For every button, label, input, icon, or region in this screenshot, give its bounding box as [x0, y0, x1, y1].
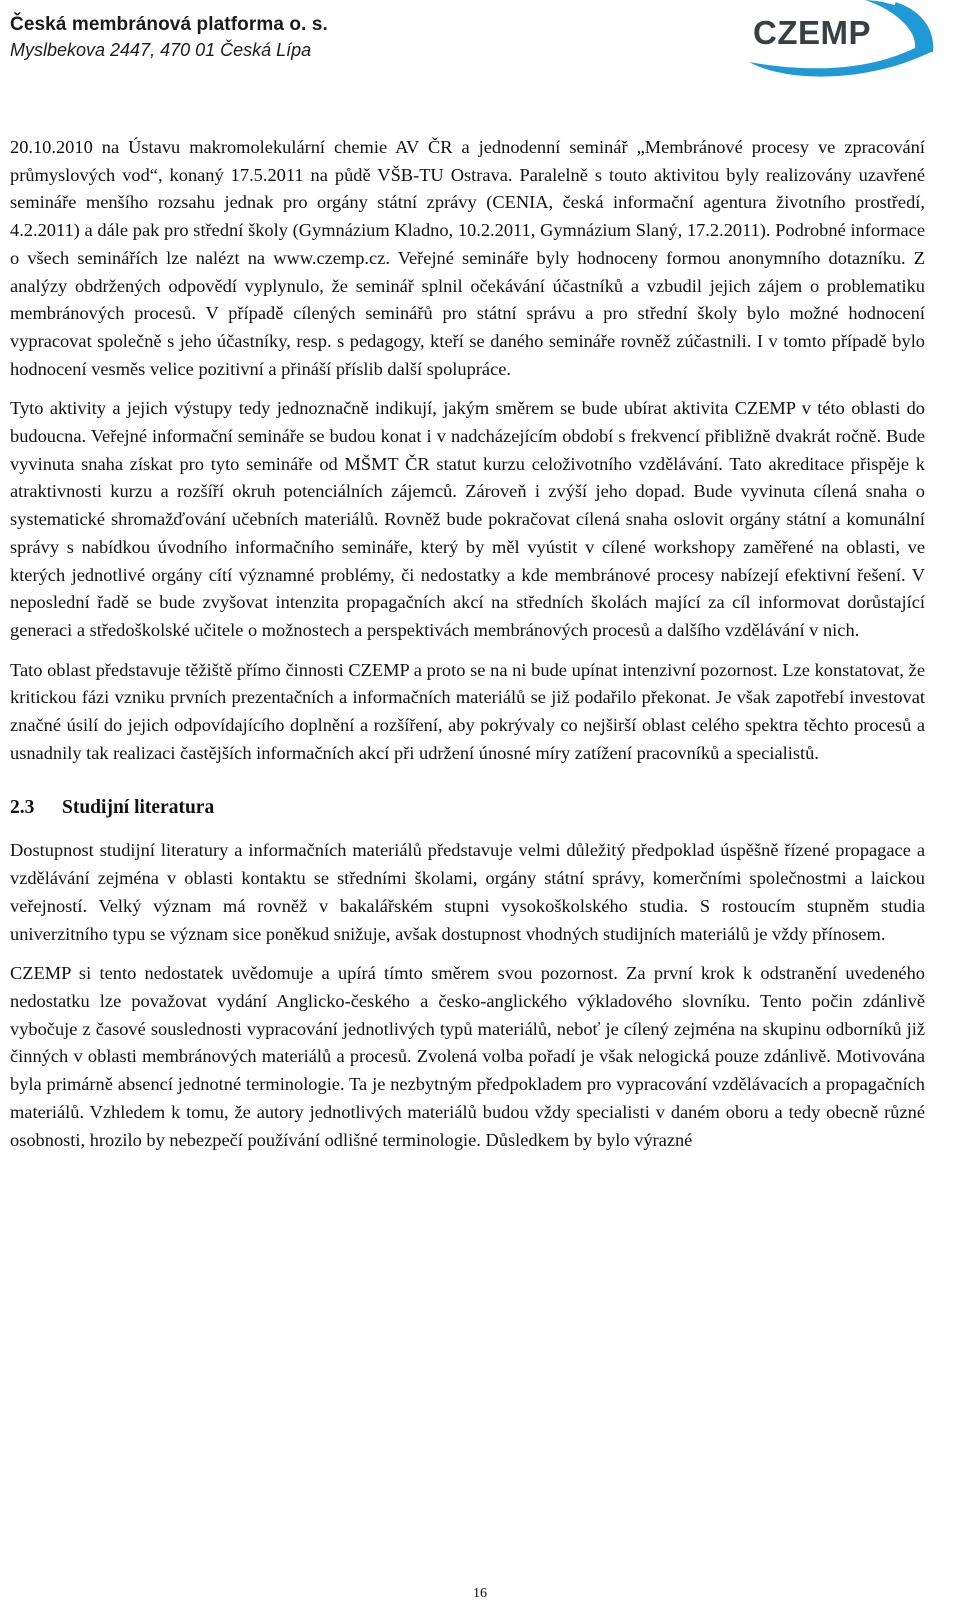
- paragraph: 20.10.2010 na Ústavu makromolekulární chemie AV ČR a jednodenní seminář „Membránové procesy ve zpracování průmyslových vod“, konaný 17.5.2011 na půdě VŠB-TU Ostrava. Paralelně s touto aktivitou byly realizovány uzavřené semináře menšího rozsahu jednak pro orgány státní zprávy (CENIA, česká informační agentura životního prostředí, 4.2.2011) a dále pak pro střední školy (Gymnázium Kladno, 10.2.2011, Gymnázium Slaný, 17.2.2011). Podrobné informace o všech seminářích lze nalézt na www.czemp.cz. Veřejné semináře byly hodnoceny formou anonymního dotazníku. Z analýzy obdržených odpovědí vyplynulo, že seminář splnil očekávání účastníků a vzbudil jejich zájem o problematiku membránových procesů. V případě cílených seminářů pro státní správu a pro střední školy bylo možné hodnocení vypracovat společně s jeho účastníky, resp. s pedagogy, kteří se daného semináře rovněž zúčastnili. I v tomto případě bylo hodnocení vesměs velice pozitivní a přináší příslib další spolupráce.: [10, 137, 925, 379]
- paragraph: Tyto aktivity a jejich výstupy tedy jednoznačně indikují, jakým směrem se bude ubírat aktivita CZEMP v této oblasti do budoucna. Veřejné informační semináře se budou konat i v nadcházejícím období s frekvencí přibližně dvakrát ročně. Bude vyvinuta snaha získat pro tyto semináře od MŠMT ČR statut kurzu celoživotního vzdělávání. Tato akreditace přispěje k atraktivnosti kurzu a rozšíří okruh potenciálních zájemců. Zároveň i zvýší jeho dopad. Bude vyvinuta cílená snaha o systematické shromažďování učebních materiálů. Rovněž bude pokračovat cílená snaha oslovit orgány státní a komunální správy s nabídkou úvodního informačního semináře, který by měl vyústit v cílené workshopy zaměřené na oblasti, ve kterých jednotlivé orgány cítí významné problémy, či nedostatky a kde membránové procesy nabízejí efektivní řešení. V neposlední řadě se bude zvyšovat intenzita propagačních akcí na středních školách mající za cíl informovat dorůstající generaci a středoškolské učitele o možnostech a perspektivách membránových procesů a dalšího vzdělávání v nich.: [10, 398, 925, 640]
- czemp-logo: [745, 0, 935, 86]
- organization-address: Myslbekova 2447, 470 01 Česká Lípa: [10, 40, 312, 60]
- document-body: [10, 134, 925, 1166]
- page-number: 16: [473, 1586, 487, 1601]
- section-heading: [10, 793, 925, 823]
- paragraph: CZEMP si tento nedostatek uvědomuje a upírá tímto směrem svou pozornost. Za první krok k odstranění uvedeného nedostatku lze považovat vydání Anglicko-českého a česko-anglického výkladového slovníku. Tento počin zdánlivě vybočuje z časové souslednosti vypracování jednotlivých typů materiálů, neboť je cílený zejména na skupinu odborníků již činných v oblasti membránových materiálů a procesů. Zvolená volba pořadí je však nelogická pouze zdánlivě. Motivována byla primárně absencí jednotné terminologie. Ta je nezbytným předpokladem pro vypracování vzdělávacích a propagačních materiálů. Vzhledem k tomu, že autory jednotlivých materiálů budou vždy specialisti v daném oboru a tedy obecně různé osobnosti, hrozilo by nebezpečí používání odlišné terminologie. Důsledkem by bylo výrazné: [10, 963, 925, 1150]
- section-title: Studijní literatura: [62, 797, 215, 819]
- logo-text: CZEMP: [753, 14, 871, 51]
- section-number: 2.3: [10, 797, 35, 819]
- page-header: [0, 0, 960, 96]
- organization-name: Česká membránová platforma o. s.: [10, 14, 328, 35]
- organization-block: [10, 12, 328, 62]
- paragraph: Dostupnost studijní literatury a informačních materiálů představuje velmi důležitý předpoklad úspěšně řízené propagace a vzdělávání zejména v oblasti kontaktu se středními školami, orgány státní správy, komerčními společnostmi a laickou veřejností. Velký význam má rovněž v bakalářském stupni vysokoškolského studia. S rostoucím stupněm studia univerzitního typu se význam sice poněkud snižuje, avšak dostupnost vhodných studijních materiálů je vždy přínosem.: [10, 840, 925, 944]
- paragraph: Tato oblast představuje těžiště přímo činnosti CZEMP a proto se na ni bude upínat intenzivní pozornost. Lze konstatovat, že kritickou fázi vzniku prvních prezentačních a informačních materiálů se již podařilo překonat. Je však zapotřebí investovat značné úsilí do jejich odpovídajícího doplnění a rozšíření, aby pokrývaly co nejširší oblast celého spektra těchto procesů a usnadnily tak realizaci častějších informačních akcí při udržení únosné míry zatížení pracovníků a specialistů.: [10, 659, 925, 763]
